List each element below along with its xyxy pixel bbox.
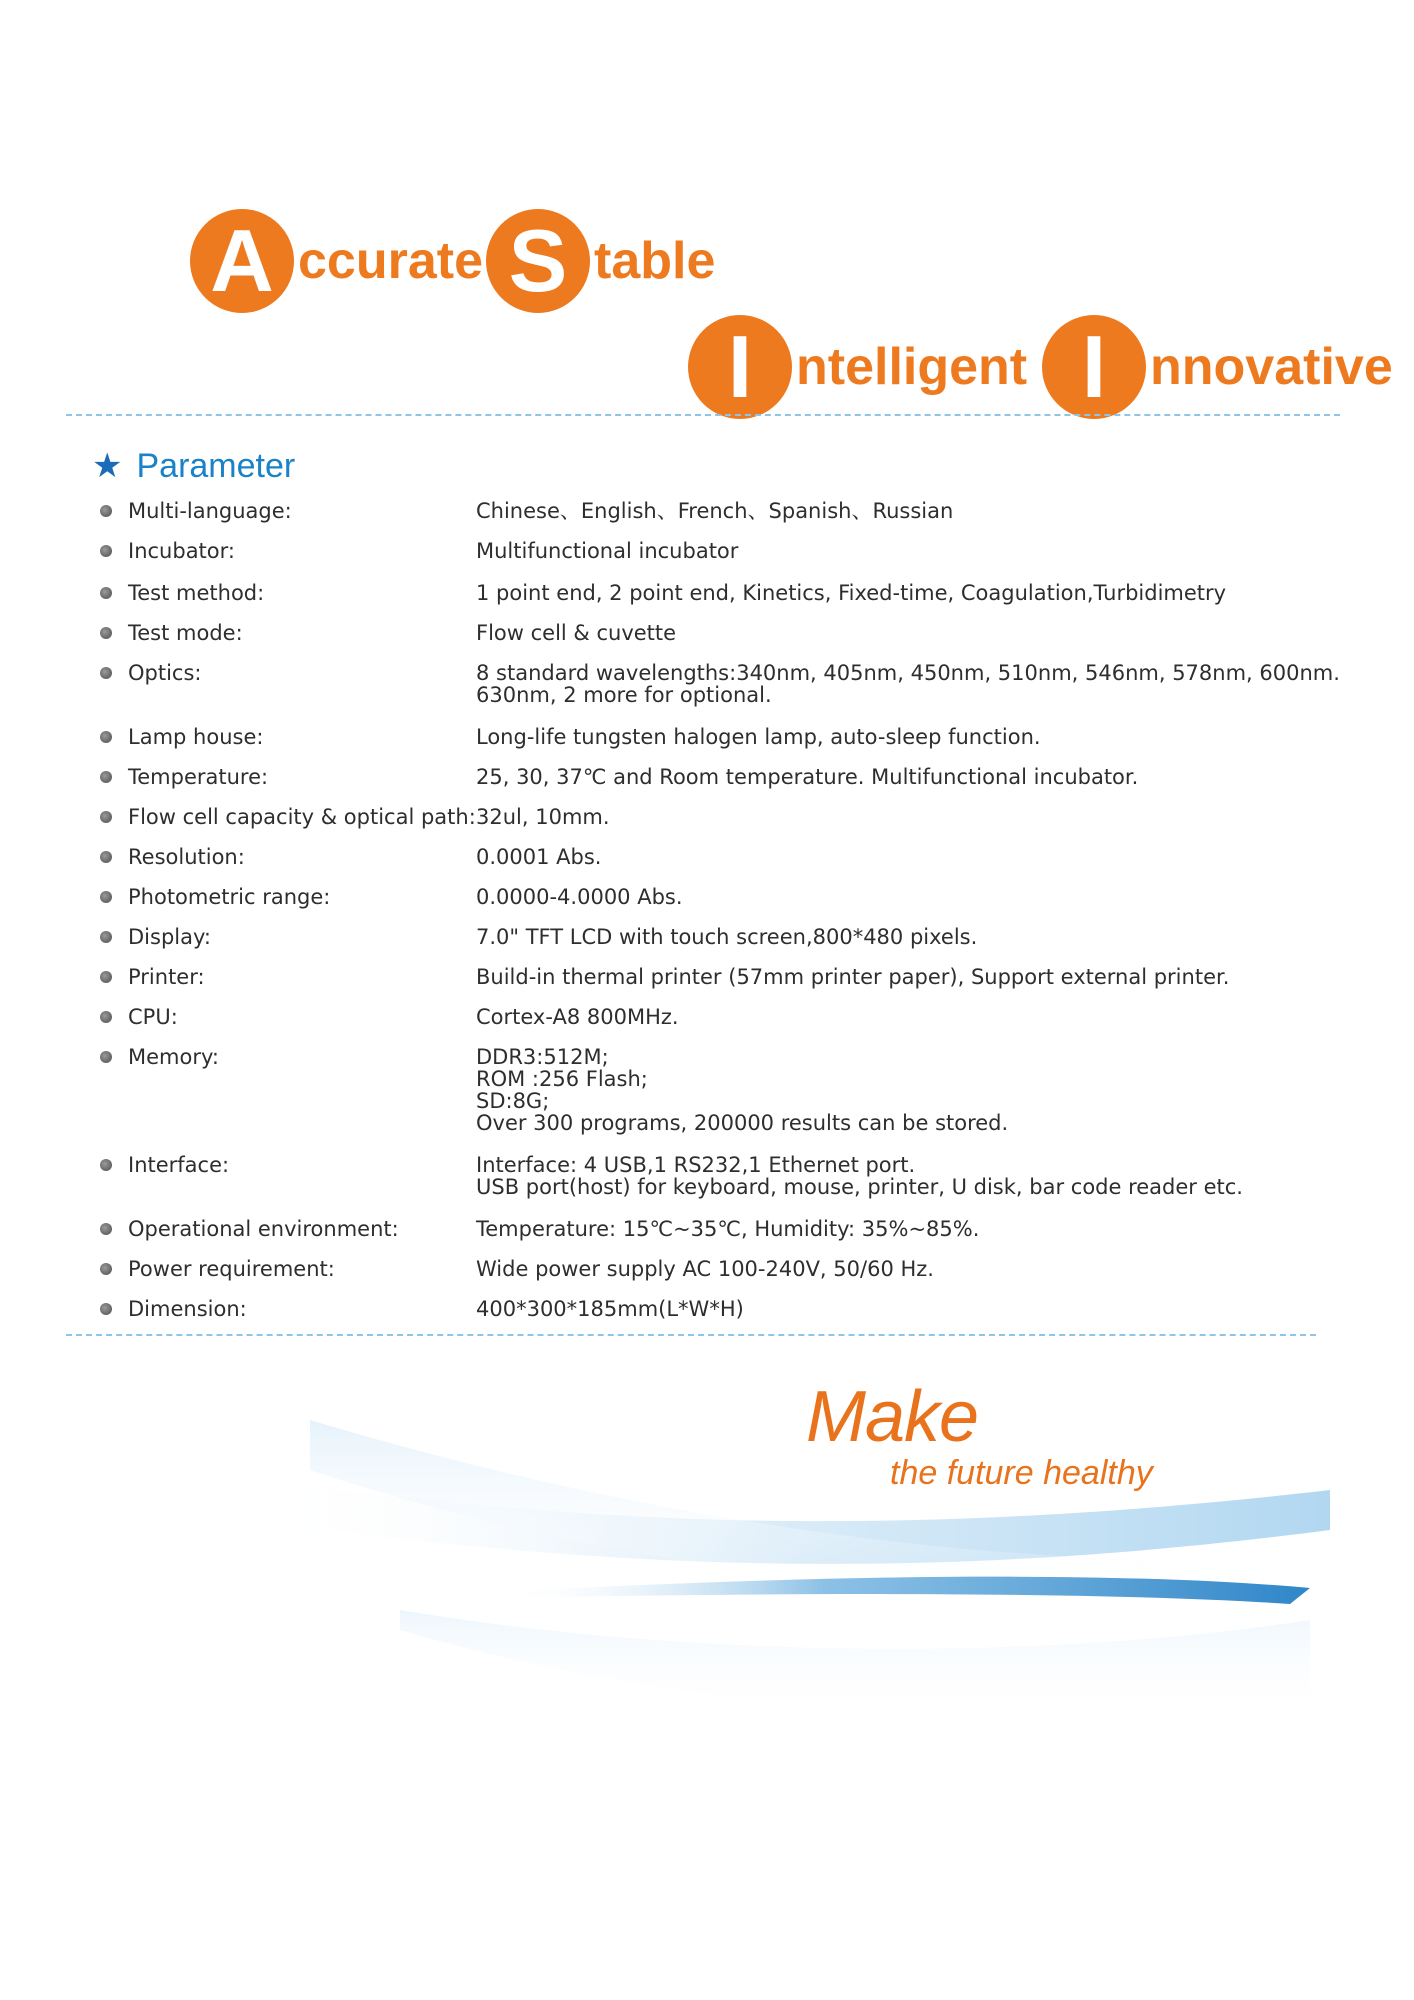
- bullet-icon: [100, 891, 112, 903]
- parameter-label: Photometric range:: [128, 885, 331, 909]
- parameter-label: Test method:: [128, 581, 265, 605]
- parameter-value-line: Multifunctional incubator: [476, 539, 739, 563]
- bullet-icon: [100, 627, 112, 639]
- parameter-value: [476, 1258, 1340, 1280]
- parameter-value: [476, 1298, 1340, 1320]
- parameter-value-line: Temperature: 15℃~35℃, Humidity: 35%~85%.: [476, 1217, 980, 1241]
- parameter-value-line: Over 300 programs, 200000 results can be stored.: [476, 1111, 1009, 1135]
- parameter-row: [100, 622, 1340, 644]
- bullet-icon: [100, 931, 112, 943]
- parameter-heading: [92, 446, 295, 486]
- parameter-label: Memory:: [128, 1045, 219, 1069]
- star-icon: ★: [92, 447, 123, 485]
- bullet-icon: [100, 811, 112, 823]
- parameter-row: [100, 846, 1340, 868]
- parameter-value-line: Cortex-A8 800MHz.: [476, 1005, 679, 1029]
- parameter-row: [100, 1298, 1340, 1320]
- bullet-icon: [100, 587, 112, 599]
- parameter-value: [476, 662, 1340, 706]
- header-word-rest: ccurate: [298, 232, 483, 290]
- wave-band-fade: [400, 1610, 1310, 1718]
- parameter-label: Test mode:: [128, 621, 243, 645]
- parameter-label: Display:: [128, 925, 211, 949]
- initial-circle: A: [190, 209, 294, 313]
- bullet-icon: [100, 731, 112, 743]
- parameter-label: Multi-language:: [128, 499, 292, 523]
- parameter-row: [100, 926, 1340, 948]
- header-word-rest: ntelligent: [796, 338, 1028, 396]
- parameter-row: [100, 806, 1340, 828]
- parameter-row: [100, 500, 1340, 522]
- parameter-value-line: Flow cell & cuvette: [476, 621, 677, 645]
- parameter-value: [476, 1006, 1340, 1028]
- parameter-value: [476, 582, 1340, 604]
- parameter-row: [100, 1006, 1340, 1028]
- parameter-value: [476, 540, 1340, 562]
- parameter-row: [100, 1154, 1340, 1198]
- parameter-row: [100, 726, 1340, 748]
- header-word-intelligent: [688, 312, 1027, 422]
- parameter-label: Power requirement:: [128, 1257, 335, 1281]
- parameter-value: [476, 1154, 1340, 1198]
- parameter-value-line: 8 standard wavelengths:340nm, 405nm, 450nm, 510nm, 546nm, 578nm, 600nm.: [476, 661, 1340, 685]
- parameter-label: Optics:: [128, 661, 202, 685]
- parameter-value: [476, 766, 1340, 788]
- bullet-icon: [100, 1303, 112, 1315]
- parameter-value-line: 400*300*185mm(L*W*H): [476, 1297, 744, 1321]
- parameter-value: [476, 500, 1340, 522]
- parameter-value-line: Chinese、English、French、Spanish、Russian: [476, 499, 954, 523]
- bullet-icon: [100, 1011, 112, 1023]
- parameter-heading-text: Parameter: [136, 446, 296, 485]
- initial-circle: S: [486, 209, 590, 313]
- header-word-innovative: [1042, 312, 1393, 422]
- bullet-icon: [100, 1263, 112, 1275]
- bullet-icon: [100, 851, 112, 863]
- parameter-value-line: 630nm, 2 more for optional.: [476, 683, 772, 707]
- slogan-sub: the future healthy: [890, 1454, 1153, 1492]
- parameter-value-line: 25, 30, 37℃ and Room temperature. Multifunctional incubator.: [476, 765, 1139, 789]
- parameter-row: [100, 766, 1340, 788]
- parameter-row: [100, 540, 1340, 562]
- initial-circle: I: [1042, 315, 1146, 419]
- header-word-rest: nnovative: [1150, 338, 1393, 396]
- parameter-value: [476, 926, 1340, 948]
- bullet-icon: [100, 1051, 112, 1063]
- parameter-row: [100, 1046, 1340, 1134]
- parameter-label: Temperature:: [128, 765, 269, 789]
- parameter-value-line: DDR3:512M;: [476, 1045, 609, 1069]
- parameter-label: Operational environment:: [128, 1217, 399, 1241]
- parameter-value: [476, 806, 1340, 828]
- parameter-value-line: 7.0" TFT LCD with touch screen,800*480 pixels.: [476, 925, 978, 949]
- parameter-row: [100, 662, 1340, 706]
- parameter-value: [476, 1046, 1340, 1134]
- parameter-value: [476, 886, 1340, 908]
- parameter-label: Interface:: [128, 1153, 230, 1177]
- header-word-accurate: [190, 206, 483, 316]
- parameter-value: [476, 726, 1340, 748]
- slogan-main: Make: [806, 1377, 979, 1457]
- parameter-list: [100, 500, 1340, 1320]
- parameter-label: Lamp house:: [128, 725, 264, 749]
- initial-circle: I: [688, 315, 792, 419]
- parameter-label: Flow cell capacity & optical path:: [128, 805, 476, 829]
- parameter-value-line: 32ul, 10mm.: [476, 805, 610, 829]
- parameter-label: Dimension:: [128, 1297, 247, 1321]
- bullet-icon: [100, 545, 112, 557]
- parameter-value: [476, 846, 1340, 868]
- parameter-value-line: Long-life tungsten halogen lamp, auto-sleep function.: [476, 725, 1041, 749]
- parameter-value-line: ROM :256 Flash;: [476, 1067, 648, 1091]
- parameter-row: [100, 582, 1340, 604]
- parameter-value-line: 0.0000-4.0000 Abs.: [476, 885, 683, 909]
- parameter-label: Printer:: [128, 965, 205, 989]
- parameter-value-line: Wide power supply AC 100-240V, 50/60 Hz.: [476, 1257, 934, 1281]
- parameter-label: Resolution:: [128, 845, 245, 869]
- bullet-icon: [100, 1159, 112, 1171]
- parameter-value-line: 1 point end, 2 point end, Kinetics, Fixed-time, Coagulation,Turbidimetry: [476, 581, 1227, 605]
- parameter-value: [476, 966, 1340, 988]
- parameter-label: Incubator:: [128, 539, 235, 563]
- parameter-value-line: SD:8G;: [476, 1089, 550, 1113]
- wave-band-strong: [500, 1577, 1310, 1604]
- parameter-value: [476, 1218, 1340, 1240]
- bullet-icon: [100, 971, 112, 983]
- parameter-row: [100, 1258, 1340, 1280]
- parameter-value: [476, 622, 1340, 644]
- parameter-value-line: Build-in thermal printer (57mm printer paper), Support external printer.: [476, 965, 1230, 989]
- header-word-rest: table: [594, 232, 716, 290]
- bullet-icon: [100, 1223, 112, 1235]
- divider-top: [66, 414, 1340, 416]
- parameter-row: [100, 886, 1340, 908]
- parameter-row: [100, 966, 1340, 988]
- parameter-value-line: USB port(host) for keyboard, mouse, printer, U disk, bar code reader etc.: [476, 1175, 1243, 1199]
- wave-graphic: [250, 1360, 1330, 1740]
- parameter-value-line: 0.0001 Abs.: [476, 845, 602, 869]
- parameter-value-line: Interface: 4 USB,1 RS232,1 Ethernet port.: [476, 1153, 916, 1177]
- parameter-label: CPU:: [128, 1005, 178, 1029]
- header-word-stable: [486, 206, 715, 316]
- bullet-icon: [100, 505, 112, 517]
- bullet-icon: [100, 771, 112, 783]
- bullet-icon: [100, 667, 112, 679]
- divider-bottom: [66, 1334, 1316, 1336]
- parameter-row: [100, 1218, 1340, 1240]
